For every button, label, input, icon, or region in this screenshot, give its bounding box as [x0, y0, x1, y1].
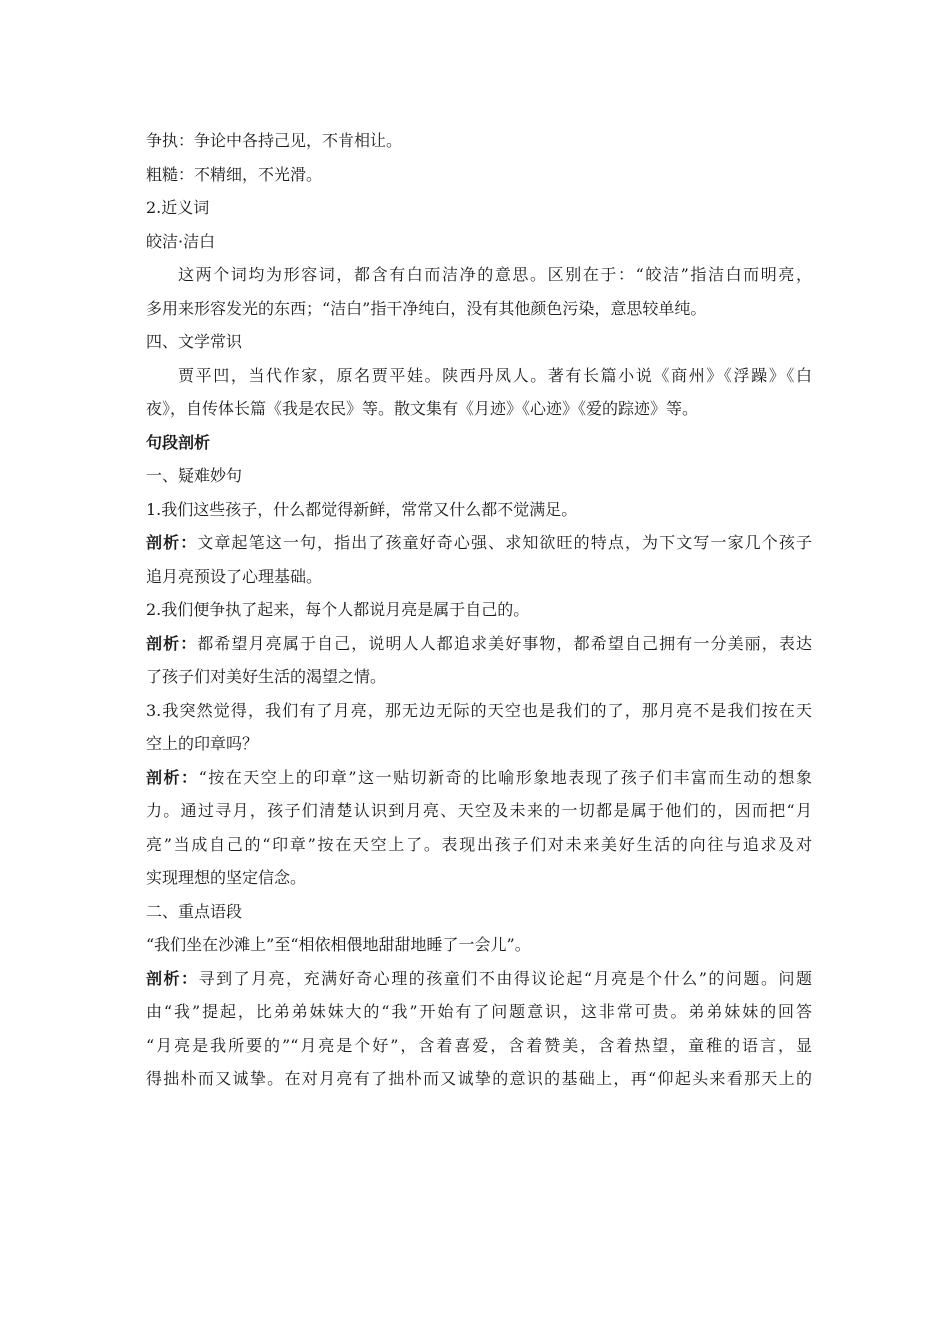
analysis-line: 由“我”提起，比弟弟妹妹大的“我”开始有了问题意识，这非常可贵。弟弟妹妹的回答 — [146, 1002, 812, 1021]
analysis-line: “月亮是我所要的”“月亮是个好”，含着喜爱，含着赞美，含着热望，童稚的语言，显 — [146, 1035, 812, 1055]
document-body — [146, 124, 812, 1096]
analysis-label: 剖析： — [146, 968, 199, 988]
analysis-line: 力。通过寻月，孩子们清楚认识到月亮、天空及未来的一切都是属于他们的，因而把“月 — [146, 801, 812, 820]
passage-range: “我们坐在沙滩上”至“相依相偎地甜甜地睡了一会儿”。 — [146, 935, 531, 954]
analysis-line — [146, 761, 812, 795]
analysis-label: 剖析： — [146, 767, 199, 787]
section-title: 四、文学常识 — [146, 332, 243, 351]
sentence-item: 2.我们便争执了起来，每个人都说月亮是属于自己的。 — [146, 600, 530, 619]
section-title: 二、重点语段 — [146, 901, 243, 921]
sentence-item: 空上的印章吗？ — [146, 734, 259, 753]
definition-line: 争执：争论中各持己见，不肯相让。 — [146, 131, 403, 150]
analysis-line: 了孩子们对美好生活的渴望之情。 — [146, 667, 387, 686]
sentence-item: 3.我突然觉得，我们有了月亮，那无边无际的天空也是我们的了，那月亮不是我们按在天 — [146, 700, 812, 720]
analysis-line: 亮”当成自己的“印章”按在天空上了。表现出孩子们对未来美好生活的向往与追求及对 — [146, 834, 812, 854]
paragraph-line: 贾平凹，当代作家，原名贾平娃。陕西丹凤人。著有长篇小说《商州》《浮躁》《白 — [178, 365, 812, 385]
section-title: 一、疑难妙句 — [146, 466, 243, 485]
analysis-line: 实现理想的坚定信念。 — [146, 868, 307, 887]
chapter-heading: 句段剖析 — [146, 432, 211, 452]
synonym-pair: 皎洁·洁白 — [146, 231, 216, 251]
sentence-item: 1.我们这些孩子，什么都觉得新鲜，常常又什么都不觉满足。 — [146, 499, 578, 519]
paragraph-line: 这两个词均为形容词，都含有白而洁净的意思。区别在于：“皎洁”指洁白而明亮， — [178, 265, 812, 284]
analysis-line: 追月亮预设了心理基础。 — [146, 566, 323, 586]
analysis-text: 文章起笔这一句，指出了孩童好奇心强、求知欲旺的特点，为下文写一家几个孩子 — [197, 533, 812, 552]
analysis-label: 剖析： — [146, 633, 198, 653]
analysis-line: 得拙朴而又诚挚。在对月亮有了拙朴而又诚挚的意识的基础上，再“仰起头来看那天上的 — [146, 1069, 812, 1088]
analysis-text: “按在天空上的印章”这一贴切新奇的比喻形象地表现了孩子们丰富而生动的想象 — [198, 767, 812, 787]
definition-line: 粗糙：不精细，不光滑。 — [146, 164, 323, 184]
paragraph-line: 夜》，自传体长篇《我是农民》等。散文集有《月迹》《心迹》《爱的踪迹》等。 — [146, 399, 699, 418]
subsection-title: 2.近义词 — [146, 198, 210, 217]
analysis-line — [146, 526, 812, 560]
analysis-label: 剖析： — [146, 533, 198, 552]
paragraph-line: 多用来形容发光的东西；“洁白”指干净纯白，没有其他颜色污染，意思较单纯。 — [146, 298, 707, 318]
analysis-line — [146, 962, 812, 996]
analysis-text: 都希望月亮属于自己，说明人人都追求美好事物，都希望自己拥有一分美丽，表达 — [197, 633, 812, 653]
analysis-text: 寻到了月亮，充满好奇心理的孩童们不由得议论起“月亮是个什么”的问题。问题 — [198, 968, 812, 988]
analysis-line — [146, 627, 812, 661]
